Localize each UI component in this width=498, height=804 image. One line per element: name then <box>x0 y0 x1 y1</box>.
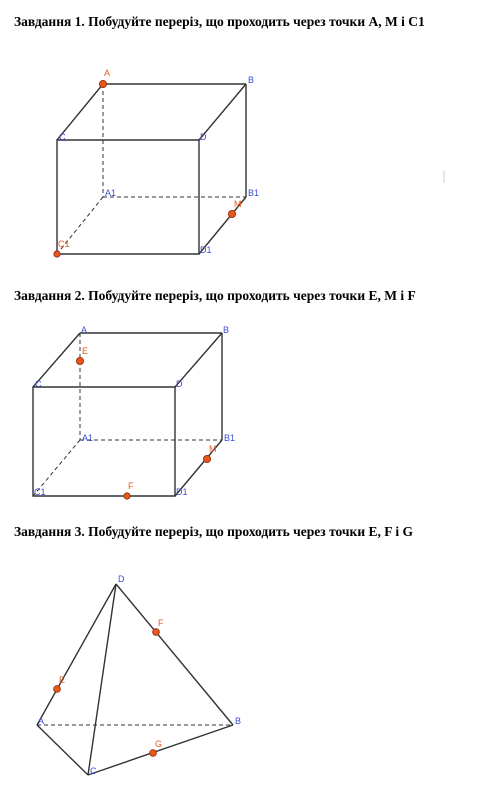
label-a1: A1 <box>82 433 94 443</box>
edge-a-c <box>37 725 88 775</box>
label-b1: B1 <box>224 433 236 443</box>
edge-c-b <box>88 725 233 775</box>
label-a: A <box>104 68 111 78</box>
task-3-title: Завдання 3. Побудуйте переріз, що проходить через точки E, F і G <box>14 524 413 539</box>
cube-figure-2 <box>33 325 235 499</box>
label-c: C <box>35 379 42 389</box>
label-b1: B1 <box>248 188 260 198</box>
point-e <box>54 686 61 693</box>
label-m: M <box>234 199 242 209</box>
label-f: F <box>158 618 164 628</box>
label-b: B <box>223 325 230 335</box>
label-e: E <box>59 675 66 685</box>
label-d: D <box>118 574 125 584</box>
label-f: F <box>128 481 134 491</box>
label-g: G <box>155 739 163 749</box>
task-2-title: Завдання 2. Побудуйте переріз, що проходить через точки E, M і F <box>14 288 416 303</box>
label-c: C <box>59 132 66 142</box>
label-b: B <box>235 716 242 726</box>
edge-d-b <box>116 584 233 725</box>
label-a: A <box>38 716 45 726</box>
label-d: D <box>200 132 207 142</box>
label-c1: C1 <box>58 239 70 249</box>
tetrahedron-figure-3 <box>37 574 241 776</box>
label-d1: D1 <box>200 245 212 255</box>
point-m <box>228 210 235 217</box>
point-g <box>150 750 157 757</box>
label-b: B <box>248 75 255 85</box>
point-f <box>124 493 130 499</box>
label-c1: C1 <box>34 487 46 497</box>
point-c1 <box>54 251 60 257</box>
edge-d-c <box>88 584 116 775</box>
edge-d-a <box>37 584 116 725</box>
task-1-title: Завдання 1. Побудуйте переріз, що проходить через точки A, M і C1 <box>14 14 425 29</box>
label-c: C <box>90 766 97 776</box>
label-a: A <box>81 325 88 335</box>
point-e <box>76 357 83 364</box>
point-f <box>153 629 160 636</box>
label-d: D <box>176 379 183 389</box>
label-a1: A1 <box>105 188 117 198</box>
label-e: E <box>82 346 89 356</box>
cube-figure-1 <box>54 68 259 257</box>
point-m <box>203 455 210 462</box>
label-m: M <box>209 444 217 454</box>
front-face <box>33 387 175 496</box>
label-d1: D1 <box>176 487 188 497</box>
point-a <box>99 80 106 87</box>
